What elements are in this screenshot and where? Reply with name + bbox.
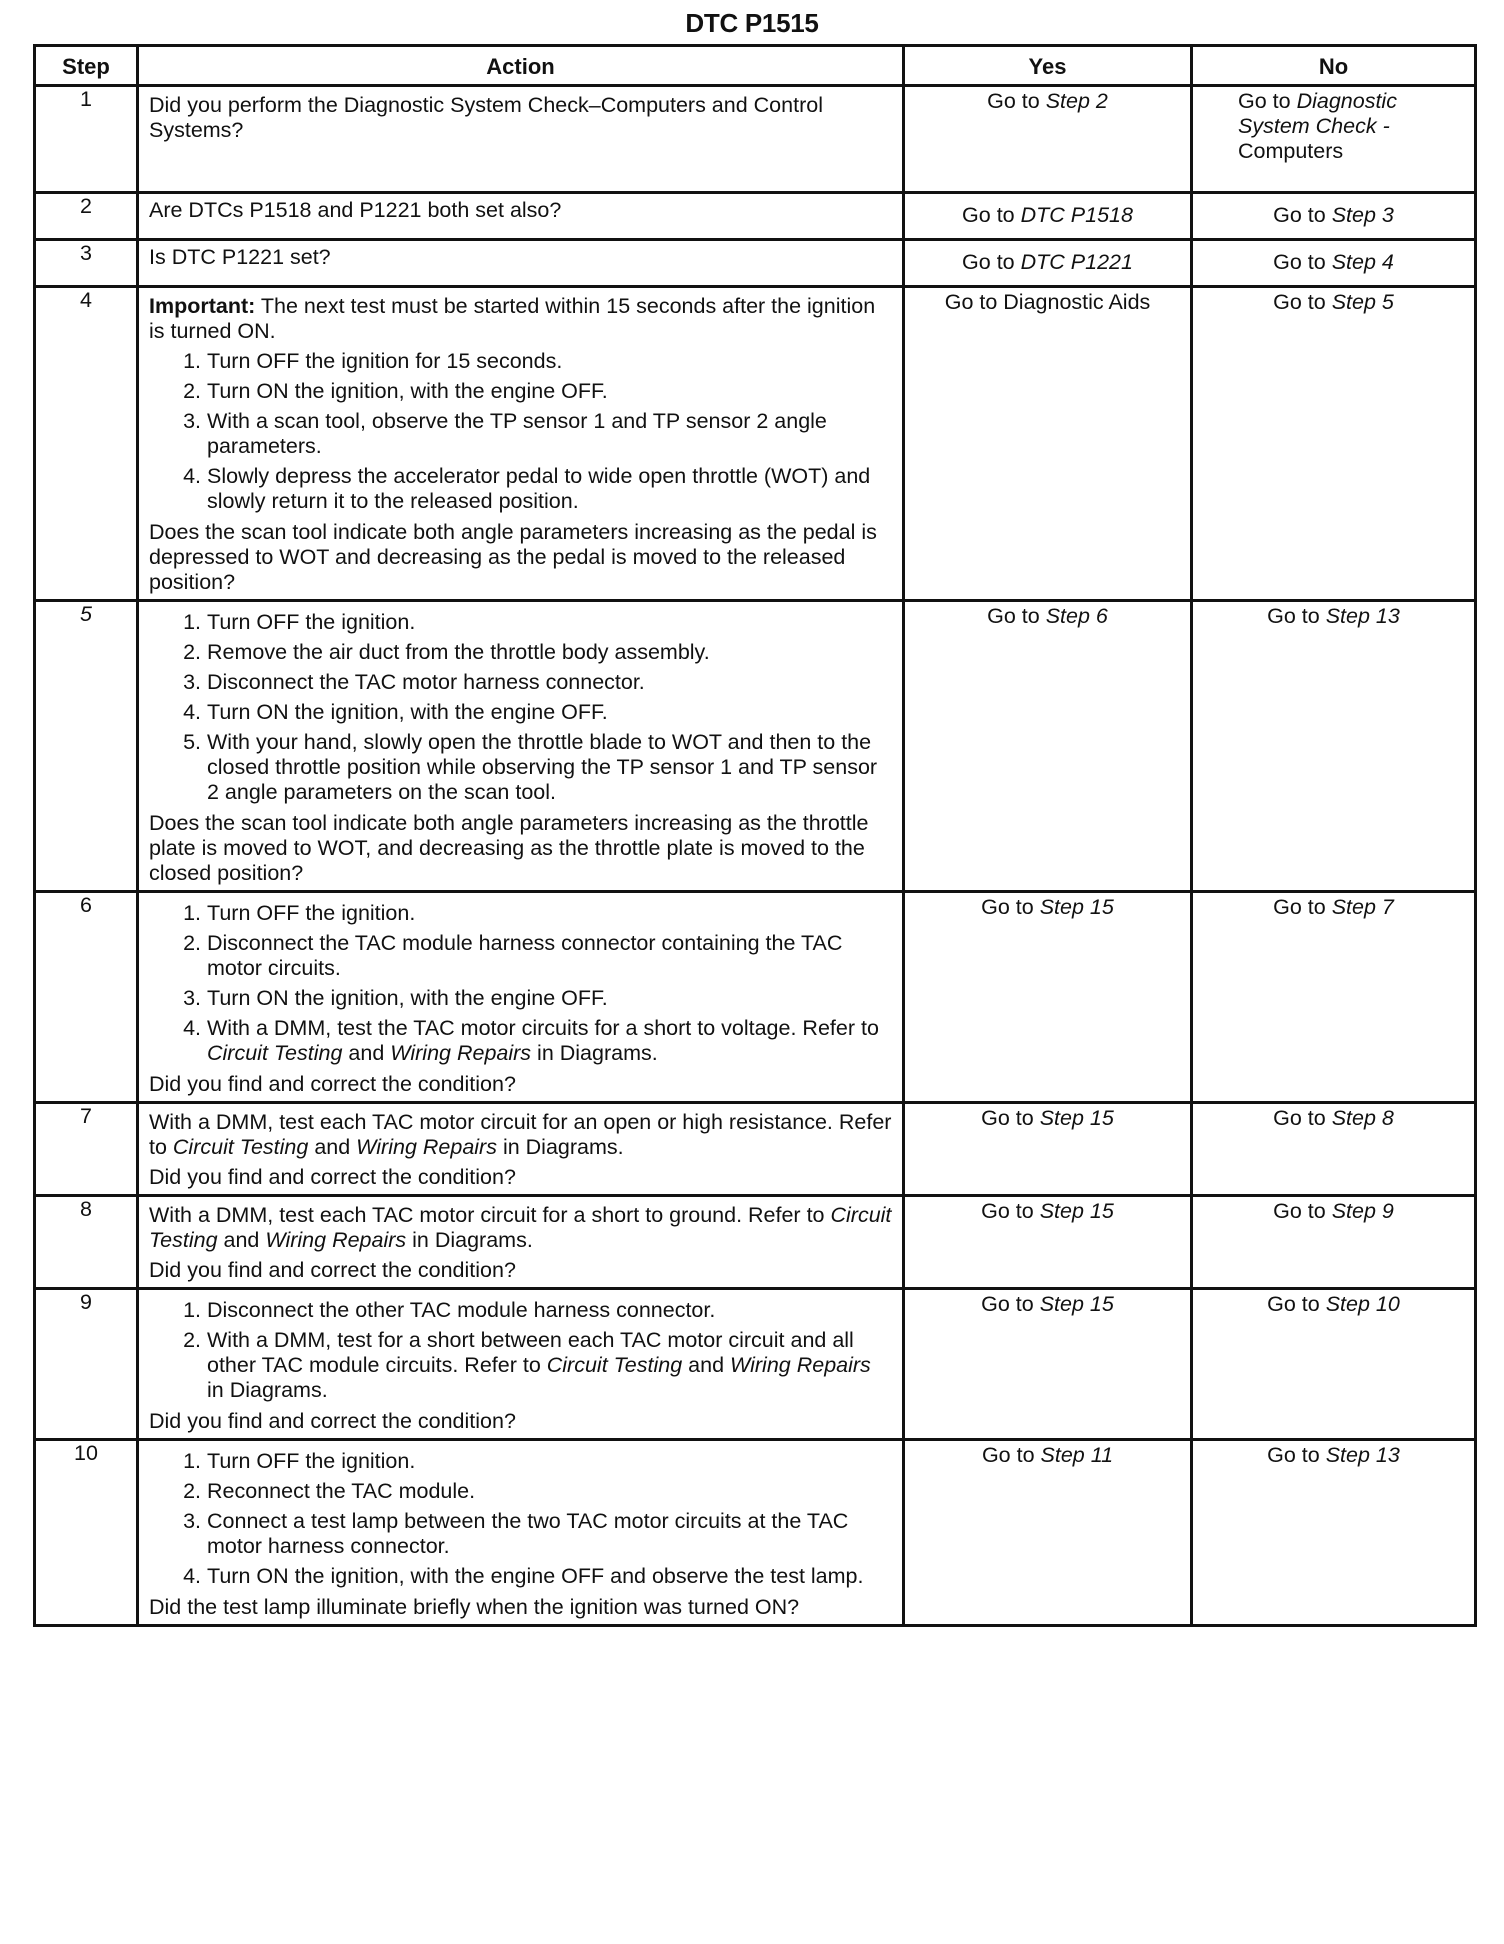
important-label: Important: [149,294,256,318]
no-target-link[interactable]: Step 5 [1331,290,1394,314]
item-text: With a DMM, test for a short between each TAC motor circuit and all other TAC module circuits. Refer to [207,1328,854,1377]
no-prefix: Go to [1267,1443,1326,1467]
reference-link-circuit-testing[interactable]: Circuit Testing [172,1135,309,1159]
no-target-link[interactable]: Step 13 [1325,604,1400,628]
yes-cell [904,86,1192,193]
table-row [35,1289,1476,1440]
procedure-item [207,1016,892,1066]
yes-prefix: Go to [981,1443,1041,1467]
action-question: Are DTCs P1518 and P1221 both set also? [149,198,562,222]
no-cell [1192,1440,1476,1626]
action-question: Did you find and correct the condition? [149,1072,516,1096]
step-number: 8 [35,1196,138,1289]
table-row [35,1196,1476,1289]
procedure-item: 2. Reconnect the TAC module. [207,1479,892,1504]
action-question: Did you find and correct the condition? [149,1409,516,1433]
no-prefix: Go to [1267,1292,1326,1316]
action-cell [138,1289,904,1440]
action-cell [138,1103,904,1196]
table-row [35,240,1476,287]
step-number: 6 [35,892,138,1103]
action-cell [138,1440,904,1626]
yes-cell [904,601,1192,892]
reference-link-wiring-repairs[interactable]: Wiring Repairs [356,1135,497,1159]
procedure-item: 5. With your hand, slowly open the throttle blade to WOT and then to the closed throttle position while observing the TP sensor 1 and TP sensor 2 angle parameters on the scan tool. [207,730,892,805]
yes-target-link[interactable]: Step 15 [1039,895,1114,919]
procedure-list [149,349,892,514]
no-prefix: Go to [1273,1199,1332,1223]
action-question: Does the scan tool indicate both angle parameters increasing as the pedal is depressed to WOT and decreasing as the pedal is moved to the released position? [149,520,877,594]
step-number: 1 [35,86,138,193]
action-question: Did you perform the Diagnostic System Check–Computers and Control Systems? [149,93,823,142]
procedure-item: 1. Turn OFF the ignition for 15 seconds. [207,349,892,374]
table-row [35,892,1476,1103]
instruction-text: in Diagrams. [406,1228,533,1252]
procedure-item: 2. Turn ON the ignition, with the engine OFF. [207,379,892,404]
action-cell [138,1196,904,1289]
no-target-link[interactable]: Step 4 [1331,249,1394,274]
action-instruction [149,1203,892,1253]
yes-prefix: Go to [981,895,1040,919]
no-cell [1192,240,1476,287]
procedure-item [207,1328,892,1403]
no-cell [1192,892,1476,1103]
step-number: 9 [35,1289,138,1440]
reference-link-circuit-testing[interactable]: Circuit Testing [149,1203,892,1252]
yes-cell [904,1440,1192,1626]
yes-target-link[interactable]: DTC P1518 [1020,202,1133,227]
step-number: 7 [35,1103,138,1196]
instruction-text: in Diagrams. [496,1135,624,1159]
column-header-step: Step [35,46,138,86]
yes-cell [904,892,1192,1103]
no-cell [1192,1289,1476,1440]
yes-target-link[interactable]: Step 2 [1045,89,1108,113]
step-number: 4 [35,287,138,601]
yes-target-link[interactable]: DTC P1221 [1020,249,1133,274]
step-number-text: 5 [80,602,92,626]
no-target-link[interactable]: Step 3 [1331,202,1394,227]
yes-prefix: Go to [987,89,1046,113]
item-text: in Diagrams. [531,1041,658,1065]
yes-cell [904,287,1192,601]
yes-target-link[interactable]: Step 6 [1045,604,1108,628]
action-cell [138,240,904,287]
action-cell [138,601,904,892]
table-row [35,193,1476,240]
column-header-yes: Yes [904,46,1192,86]
item-text: and [342,1041,391,1065]
procedure-item: 2. Disconnect the TAC module harness connector containing the TAC motor circuits. [207,931,892,981]
no-target-link[interactable]: Step 7 [1331,895,1394,919]
procedure-item: 2. Remove the air duct from the throttle body assembly. [207,640,892,665]
procedure-list [149,901,892,1066]
no-prefix: Go to [1273,202,1332,227]
action-cell [138,86,904,193]
procedure-item: 1. Disconnect the other TAC module harness connector. [207,1298,892,1323]
no-prefix: Go to [1267,604,1326,628]
procedure-item: 4. Slowly depress the accelerator pedal to wide open throttle (WOT) and slowly return it to the released position. [207,464,892,514]
yes-prefix: Go to [987,604,1046,628]
procedure-item: 3. Disconnect the TAC motor harness connector. [207,670,892,695]
table-row [35,86,1476,193]
yes-prefix: Go to [962,202,1021,227]
no-prefix: Go to [1273,895,1332,919]
no-target-link[interactable]: Step 8 [1331,1106,1394,1130]
action-cell [138,287,904,601]
no-prefix: Go to [1238,89,1297,113]
reference-link-circuit-testing[interactable]: Circuit Testing [546,1353,683,1377]
reference-link-wiring-repairs[interactable]: Wiring Repairs [730,1353,871,1377]
column-header-action: Action [138,46,904,86]
no-target-link[interactable]: Step 10 [1325,1292,1400,1316]
table-row [35,601,1476,892]
instruction-text: and [308,1135,357,1159]
action-question: Does the scan tool indicate both angle parameters increasing as the throttle plate is moved to WOT, and decreasing as the throttle plate is moved to the closed position? [149,811,869,885]
no-cell [1192,287,1476,601]
yes-prefix: Go to [981,1199,1040,1223]
no-target-link[interactable]: Diagnostic [1296,89,1397,113]
reference-link-circuit-testing[interactable]: Circuit Testing [207,1041,343,1065]
no-cell [1192,1103,1476,1196]
action-question: Did you find and correct the condition? [149,1165,516,1189]
procedure-item: 3. Connect a test lamp between the two TAC motor circuits at the TAC motor harness connector. [207,1509,892,1559]
step-number: 3 [35,240,138,287]
important-note [149,294,892,344]
procedure-item: 4. Turn ON the ignition, with the engine OFF and observe the test lamp. [207,1564,892,1589]
action-question: Is DTC P1221 set? [149,245,331,269]
no-prefix: Go to [1273,249,1332,274]
action-question: Did the test lamp illuminate briefly when the ignition was turned ON? [149,1595,800,1619]
action-instruction [149,1110,892,1160]
procedure-list [149,1449,892,1589]
table-row [35,287,1476,601]
yes-cell [904,240,1192,287]
table-row [35,1103,1476,1196]
page-title: DTC P1515 [685,8,819,38]
yes-prefix: Go to [981,1292,1040,1316]
no-cell [1192,86,1476,193]
column-header-no: No [1192,46,1476,86]
yes-prefix: Go to [981,1106,1040,1130]
instruction-text: With a DMM, test each TAC motor circuit for a short to ground. Refer to [149,1203,831,1227]
no-cell [1192,601,1476,892]
step-number [35,601,138,892]
yes-target-link[interactable]: Step 15 [1039,1106,1114,1130]
yes-prefix: Go to [962,249,1021,274]
procedure-item: 4. Turn ON the ignition, with the engine OFF. [207,700,892,725]
no-target-suffix: Computers [1238,139,1344,163]
yes-cell [904,193,1192,240]
action-question: Did you find and correct the condition? [149,1258,516,1282]
procedure-item: 1. Turn OFF the ignition. [207,1449,892,1474]
no-target-link-cont[interactable]: System Check - [1238,114,1390,138]
procedure-item: 3. With a scan tool, observe the TP sensor 1 and TP sensor 2 angle parameters. [207,409,892,459]
instruction-text: With a DMM, test each TAC motor circuit for an open or high resistance. Refer to [149,1110,892,1159]
yes-target-link[interactable]: Go to Diagnostic Aids [944,290,1151,314]
procedure-list [149,1298,892,1403]
no-cell [1192,1196,1476,1289]
procedure-item: 3. Turn ON the ignition, with the engine OFF. [207,986,892,1011]
no-cell [1192,193,1476,240]
yes-target-link[interactable]: Step 15 [1039,1199,1114,1223]
no-target-link[interactable]: Step 9 [1331,1199,1394,1223]
yes-target-link[interactable]: Step 11 [1040,1443,1114,1467]
yes-target-link[interactable]: Step 15 [1039,1292,1114,1316]
yes-cell [904,1289,1192,1440]
item-text: With a DMM, test the TAC motor circuits for a short to voltage. Refer to [207,1016,879,1040]
procedure-list [149,610,892,805]
action-cell [138,892,904,1103]
table-row [35,1440,1476,1626]
item-text: and [682,1353,731,1377]
procedure-item: 1. Turn OFF the ignition. [207,610,892,635]
important-text: The next test must be started within 15 seconds after the ignition is turned ON. [149,294,876,343]
step-number: 10 [35,1440,138,1626]
no-prefix: Go to [1273,290,1332,314]
table-header-row [35,46,1476,86]
procedure-item: 1. Turn OFF the ignition. [207,901,892,926]
yes-cell [904,1196,1192,1289]
no-prefix: Go to [1273,1106,1332,1130]
step-number: 2 [35,193,138,240]
no-target-link[interactable]: Step 13 [1325,1443,1400,1467]
diagnostic-table [33,44,1477,1627]
instruction-text: and [217,1228,266,1252]
reference-link-wiring-repairs[interactable]: Wiring Repairs [390,1041,532,1065]
action-cell [138,193,904,240]
reference-link-wiring-repairs[interactable]: Wiring Repairs [265,1228,407,1252]
item-text: in Diagrams. [207,1378,328,1402]
yes-cell [904,1103,1192,1196]
